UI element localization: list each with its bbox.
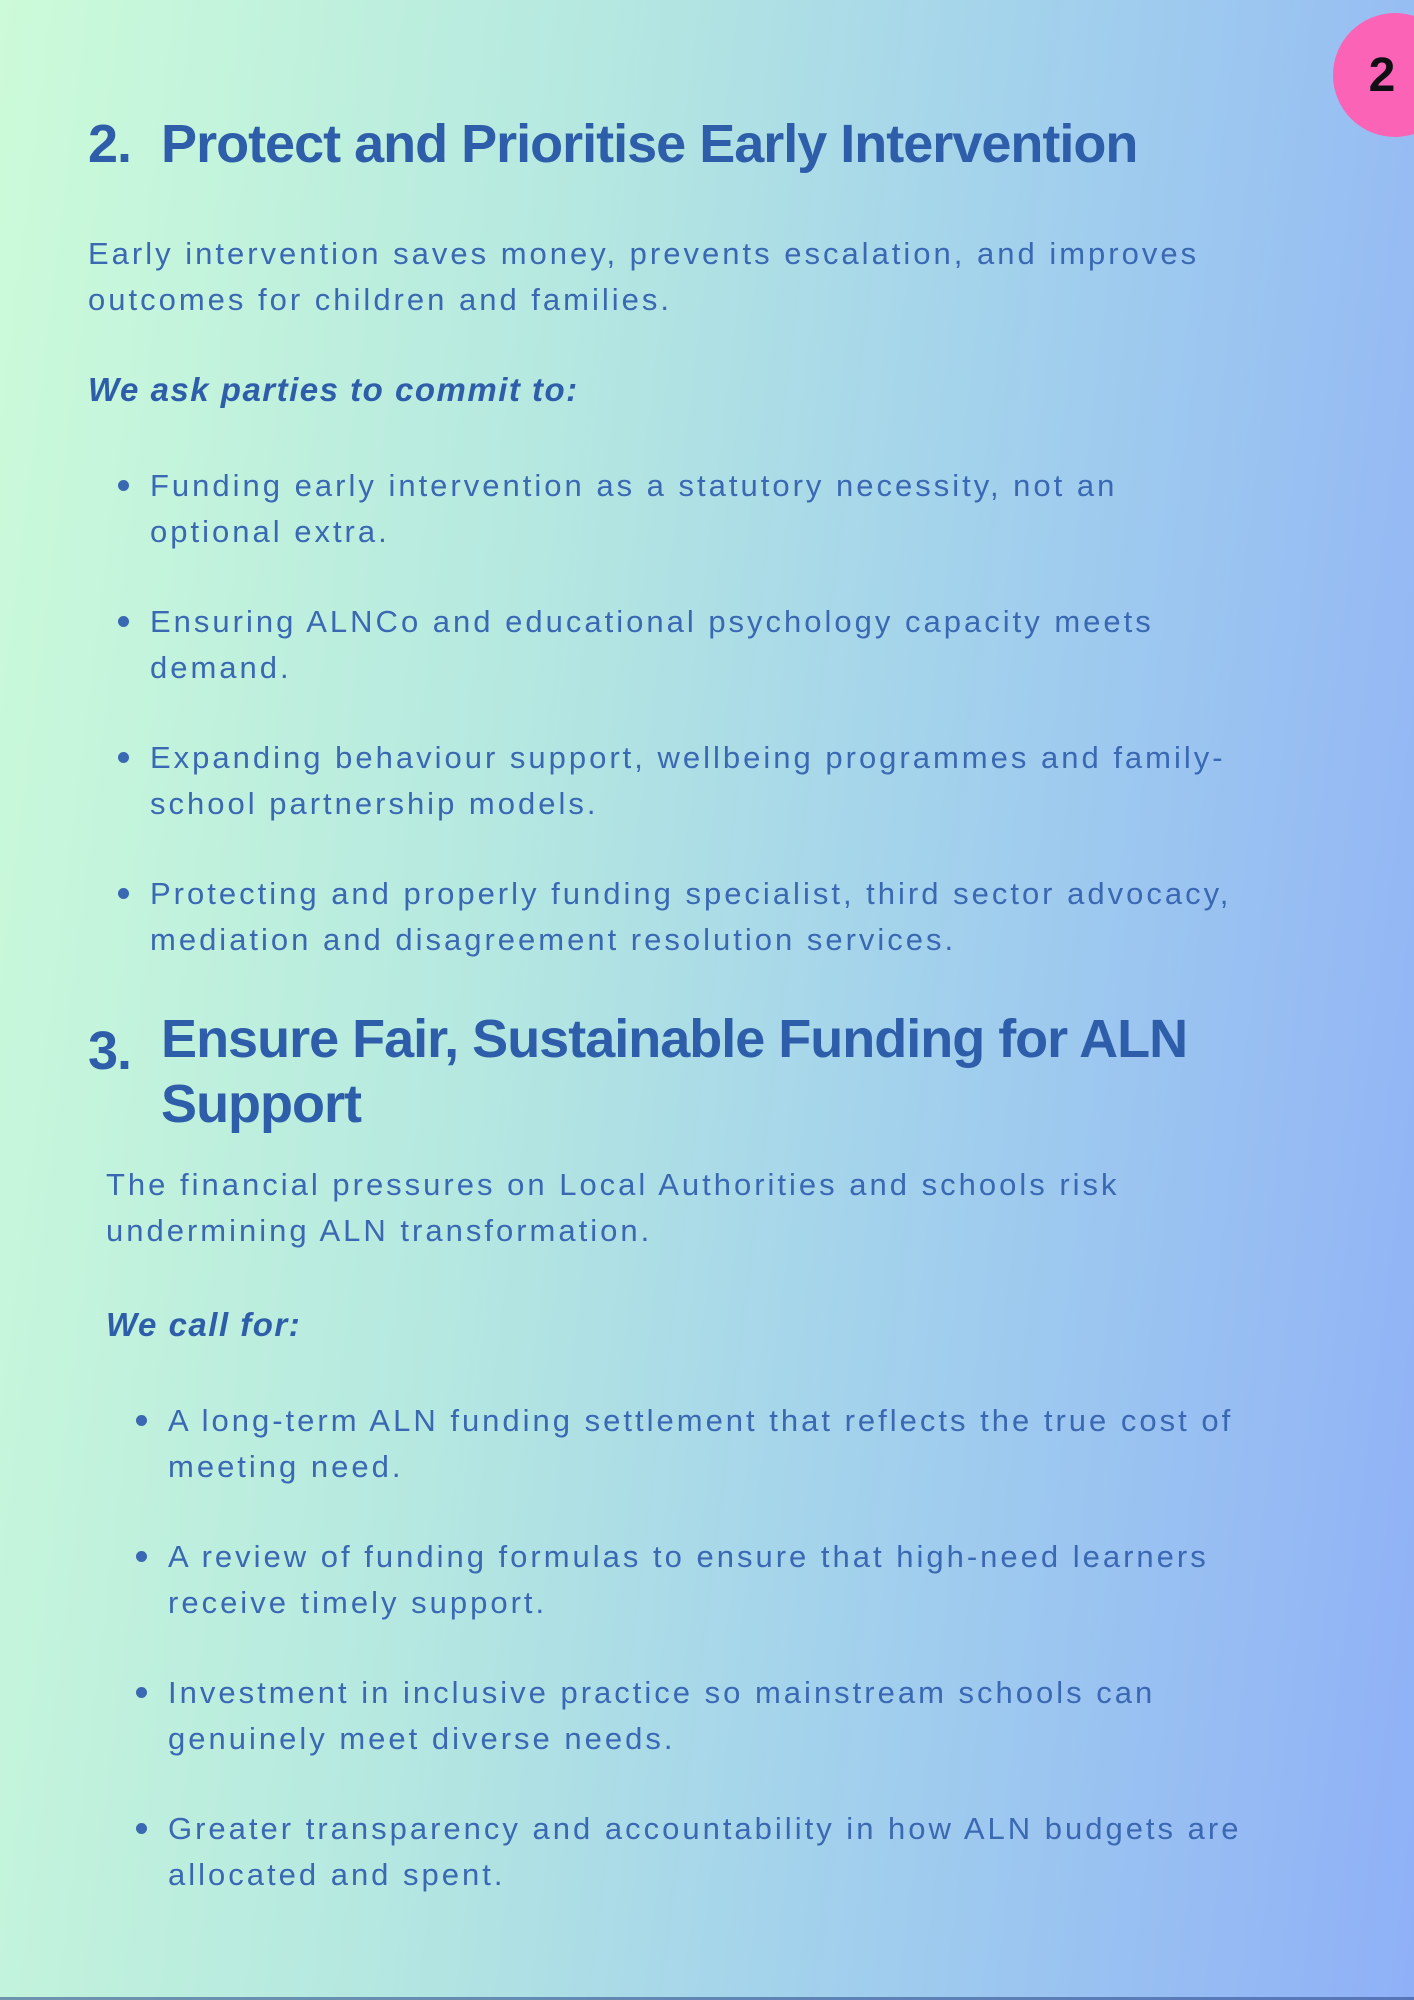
list-item: Investment in inclusive practice so mainstream schools can genuinely meet diverse needs. (134, 1670, 1274, 1762)
page-number: 2 (1368, 48, 1396, 102)
list-item: A long-term ALN funding settlement that reflects the true cost of meeting need. (134, 1398, 1274, 1490)
section-2-number: 2. (88, 114, 132, 174)
section-3-bullet-list (134, 1398, 1358, 1898)
section-3-title: Ensure Fair, Sustainable Funding for ALN Support (161, 1008, 1188, 1134)
list-item: Greater transparency and accountability in how ALN budgets are allocated and spent. (134, 1806, 1274, 1898)
section-3-intro: The financial pressures on Local Authorities and schools risk undermining ALN transformation. (106, 1167, 1120, 1249)
section-3-body (88, 1162, 1358, 1898)
list-item: Funding early intervention as a statutory necessity, not an optional extra. (116, 463, 1256, 555)
section-2-intro: Early intervention saves money, prevents escalation, and improves outcomes for children and families. (88, 235, 1200, 317)
section-3-heading (88, 1007, 1358, 1137)
list-item: Expanding behaviour support, wellbeing programmes and family-school partnership models. (116, 735, 1256, 827)
list-item: A review of funding formulas to ensure that high-need learners receive timely support. (134, 1534, 1274, 1626)
section-3-number: 3. (88, 1020, 132, 1081)
section-2-bullet-list (116, 463, 1358, 963)
list-item: Ensuring ALNCo and educational psychology capacity meets demand. (116, 599, 1256, 691)
section-3-lead-in: We call for: (106, 1306, 302, 1344)
section-2-title: Protect and Prioritise Early Intervention (161, 114, 1138, 174)
section-2-lead-in: We ask parties to commit to: (88, 370, 579, 408)
list-item: Protecting and properly funding specialist, third sector advocacy, mediation and disagreement resolution services. (116, 871, 1256, 963)
section-2-heading (88, 112, 1358, 177)
